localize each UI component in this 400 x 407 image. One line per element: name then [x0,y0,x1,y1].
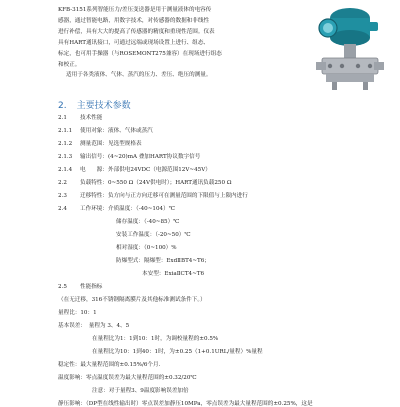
spec-number: 2.1.3 [58,154,73,160]
spec-line: 基本误差： 量程为 3、4、5 [58,323,130,329]
flange-bolt [328,64,332,68]
spec-item [58,204,175,212]
spec-subitem: 安装工作温度：（-20~50）℃ [116,232,191,238]
spec-text: 电 源：外部供电24VDC（电源范围12V~45V） [80,167,211,173]
spec-number: 2.3 [58,193,67,199]
spec-subitem: 本安型：ExiaⅡCT4~T6 [142,271,205,277]
transmitter-conduit-port [368,22,378,31]
flange-bolt [356,64,360,68]
spec-text: 技术性能 [80,115,103,121]
intro-line: 和校正。 [58,61,81,68]
spec-subitem: 相对湿度：（0~100）% [116,245,177,251]
transmitter-flange-side-right [374,62,384,70]
spec-line: 温度影响：零点温度误差为最大量程范围的±0.32/20℃ [58,375,197,381]
spec-item [58,152,200,160]
intro-line: 感器，通过智能电路，用数字技术，对传感器的数据和非线性 [58,17,210,24]
flange-bolt [368,64,372,68]
spec-subitem: 储存温度：（-40~85）℃ [116,219,180,225]
section-heading [58,98,131,111]
spec-note: （在无迁移，316不锈钢隔离膜片及其他标准测试条件下。） [58,297,206,303]
intro-paragraph [58,5,308,81]
transmitter-neck [344,44,356,58]
process-connection [363,82,368,90]
spec-number: 2.4 [58,206,67,212]
spec-item [58,191,248,199]
spec-number: 2.2 [58,180,67,186]
spec-item [58,139,142,147]
spec-text: 负载特性：0~550 Ω（24V供电时）；HART通讯负载250 Ω [80,180,232,186]
spec-item [58,165,211,173]
intro-line: 标定，也可用手操器（与ROSEMONT275兼容）在现场进行组态 [58,50,222,57]
spec-number: 2.1.4 [58,167,73,173]
spec-text: 迁移特性：负方向与正方向迁移可在测量范围的下限值与上限内进行 [80,193,248,199]
spec-item [58,126,153,134]
spec-line: 注意：对于量程3、9温度影响误差加倍 [92,388,189,394]
spec-text: 输出信号：(4~20)mA 叠加HART协议数字信号 [80,154,201,160]
transmitter-flange-lower [326,74,374,82]
spec-item [58,282,102,290]
pressure-transmitter-image [302,4,388,94]
spec-text: 工作环境：介质温度：（-40~104）℃ [80,206,175,212]
spec-subitem: 防爆型式：隔爆型：ExdⅡBT4~T6； [116,258,210,264]
intro-line: KFB-3151系列智能压力/差压变送器是用于测量液体的电容传 [58,7,212,13]
transmitter-display-window [323,23,333,33]
flange-bolt [340,64,344,68]
process-connection [332,82,337,90]
spec-line: 在量程比为10：1到40：1时，为±0.25（1+0.1URL/量程）%量程 [92,349,263,355]
spec-line: 静压影响：（DP型在线性输出时）零点误差加静压10MPa，零点误差为最大量程范围的±0.25%，这是 [58,401,313,407]
section-title: 主要技术参数 [76,101,131,111]
spec-text: 使用对象：液体、气体或蒸汽 [80,128,153,134]
spec-number: 2.1.2 [58,141,73,147]
intro-line: 适用于各类液体、气体、蒸汽的压力、差压、绝压的测量。 [66,72,212,79]
spec-line: 稳定性：最大量程范围的±0.15%/6个月． [58,362,165,368]
intro-line: 进行补偿，具有大大的提高了传感器的精度和重现性范围。仪表 [58,28,215,35]
spec-item [58,113,102,121]
spec-line: 量程比：10：1 [58,310,97,316]
spec-number: 2.1 [58,115,67,121]
spec-item [58,178,231,186]
section-number: 2. [58,101,67,111]
spec-text: 性能指标 [80,284,103,290]
spec-number: 2.1.1 [58,128,73,134]
intro-line: 具有HART通讯接口，可通过远端或现场设置上进行、组态、 [58,39,210,46]
spec-text: 测量范围：见选型规格表 [80,141,142,147]
spec-line: 在量程比为1：1到10：1时，为调校量程的±0.5% [92,336,219,342]
spec-number: 2.5 [58,284,67,290]
transmitter-flange-side-left [316,62,326,70]
